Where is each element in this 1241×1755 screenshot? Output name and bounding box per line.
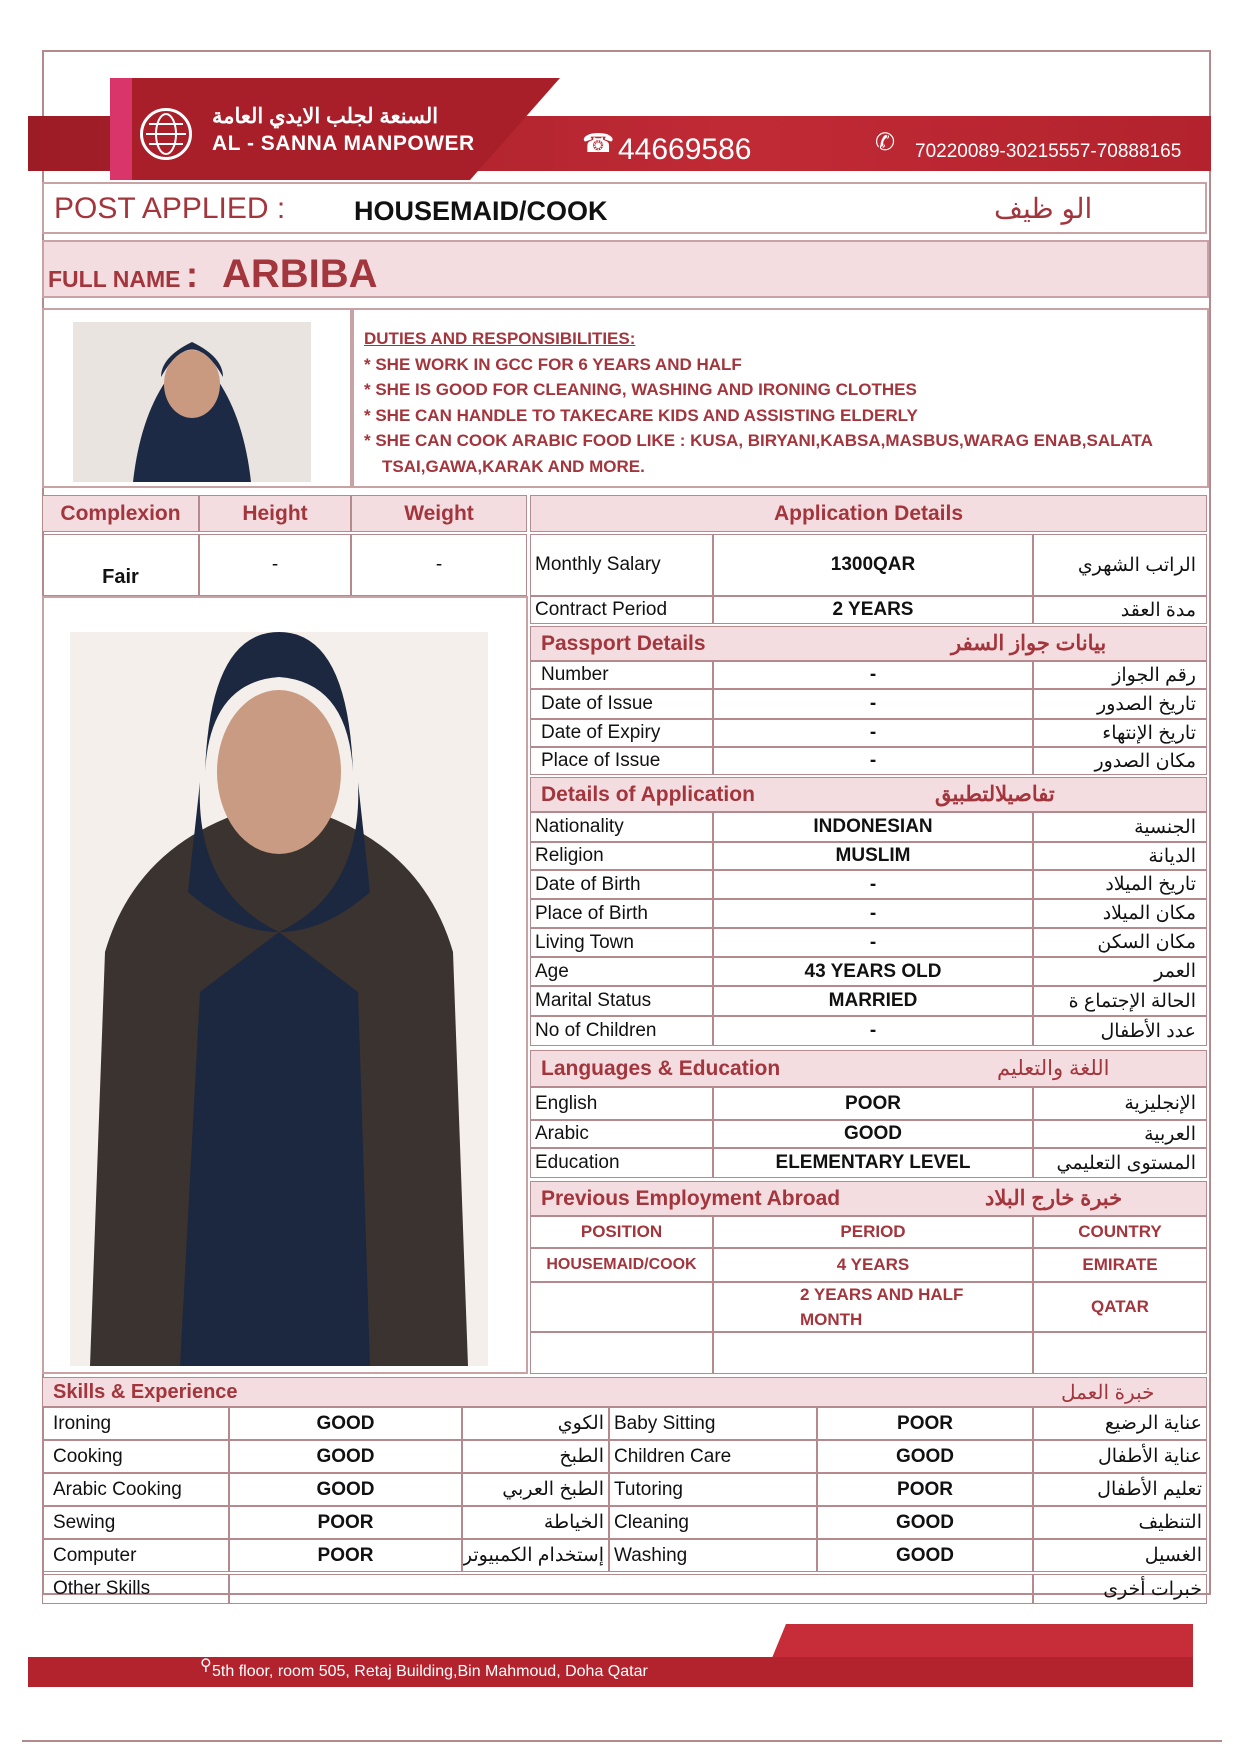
passport-details-header	[530, 626, 1207, 661]
passport-field-label: Place of Issue	[530, 747, 713, 775]
passport-field-arabic: تاريخ الإنتهاء	[1033, 719, 1207, 747]
skill-label: Children Care	[609, 1440, 817, 1473]
application-field-value: INDONESIAN	[713, 812, 1033, 842]
skill-arabic: الغسيل	[1033, 1539, 1207, 1572]
employment-empty-cell	[713, 1332, 1033, 1374]
language-field-arabic: المستوى التعليمي	[1033, 1148, 1207, 1178]
language-field-value: POOR	[713, 1087, 1033, 1120]
application-field-label: Marital Status	[530, 986, 713, 1016]
skill-arabic: الطبخ	[462, 1440, 609, 1473]
passport-field-arabic: رقم الجواز	[1033, 661, 1207, 689]
employment-country: EMIRATE	[1033, 1248, 1207, 1282]
full-name-label: FULL NAME	[48, 266, 181, 292]
application-field-label: Place of Birth	[530, 899, 713, 928]
skill-arabic: تعليم الأطفال	[1033, 1473, 1207, 1506]
skill-rating: GOOD	[817, 1440, 1033, 1473]
skill-label: Arabic Cooking	[42, 1473, 229, 1506]
telephone-icon: ☎	[582, 128, 615, 158]
skill-arabic: عناية الرضيع	[1033, 1407, 1207, 1440]
duties-title: DUTIES AND RESPONSIBILITIES:	[364, 329, 636, 348]
skill-arabic: إستخدام الكمبيوتر	[462, 1539, 609, 1572]
employment-period: 2 YEARS AND HALF MONTH	[713, 1282, 1033, 1332]
post-applied-value: HOUSEMAID/COOK	[354, 196, 608, 226]
employment-period: 4 YEARS	[713, 1248, 1033, 1282]
passport-field-label: Date of Expiry	[530, 719, 713, 747]
employment-period-header: PERIOD	[713, 1216, 1033, 1248]
duty-item: * SHE IS GOOD FOR CLEANING, WASHING AND IRONING CLOTHES	[364, 380, 917, 399]
passport-field-value: -	[713, 661, 1033, 689]
skill-rating: GOOD	[817, 1506, 1033, 1539]
application-field-arabic: مكان الميلاد	[1033, 899, 1207, 928]
passport-field-value: -	[713, 747, 1033, 775]
full-name-colon: :	[186, 254, 198, 295]
passport-field-value: -	[713, 689, 1033, 719]
applicant-thumbnail-photo	[73, 322, 311, 482]
skill-arabic: الكوي	[462, 1407, 609, 1440]
application-field-value: -	[713, 928, 1033, 957]
skill-label: Tutoring	[609, 1473, 817, 1506]
application-field-arabic: تاريخ الميلاد	[1033, 870, 1207, 899]
skill-rating: POOR	[229, 1539, 462, 1572]
weight-header: Weight	[351, 495, 527, 532]
skill-rating: GOOD	[229, 1440, 462, 1473]
previous-employment-title-arabic: خبرة خارج البلاد	[985, 1187, 1123, 1210]
applicant-full-photo	[70, 632, 488, 1366]
post-applied-label-arabic: الو ظيف	[994, 193, 1093, 224]
application-field-value: 43 YEARS OLD	[713, 957, 1033, 986]
contract-period-value: 2 YEARS	[713, 596, 1033, 624]
complexion-value: Fair	[42, 534, 199, 596]
languages-education-title: Languages & Education	[541, 1056, 781, 1080]
skills-experience-title: Skills & Experience	[53, 1380, 238, 1403]
monthly-salary-arabic: الراتب الشهري	[1033, 534, 1207, 596]
skill-arabic: التنظيف	[1033, 1506, 1207, 1539]
monthly-salary-label: Monthly Salary	[530, 534, 713, 596]
globe-logo-icon	[140, 108, 192, 160]
application-field-label: Age	[530, 957, 713, 986]
skill-arabic: الخياطة	[462, 1506, 609, 1539]
other-skills-value	[229, 1574, 1033, 1604]
language-field-arabic: الإنجليزية	[1033, 1087, 1207, 1120]
skill-arabic: الطبخ العربي	[462, 1473, 609, 1506]
application-field-arabic: الديانة	[1033, 842, 1207, 870]
company-name-arabic: السنعة لجلب الايدي العامة	[212, 105, 439, 128]
passport-field-value: -	[713, 719, 1033, 747]
passport-details-title: Passport Details	[541, 631, 706, 655]
skill-label: Baby Sitting	[609, 1407, 817, 1440]
skill-rating: GOOD	[229, 1473, 462, 1506]
skill-label: Ironing	[42, 1407, 229, 1440]
other-skills-arabic: خبرات أخرى	[1033, 1574, 1207, 1604]
full-name-row	[42, 240, 1209, 298]
previous-employment-title: Previous Employment Abroad	[541, 1186, 841, 1210]
application-field-label: Nationality	[530, 812, 713, 842]
skill-rating: POOR	[817, 1473, 1033, 1506]
skill-label: Washing	[609, 1539, 817, 1572]
height-header: Height	[199, 495, 351, 532]
company-name: AL - SANNA MANPOWER	[212, 132, 475, 155]
skill-label: Cooking	[42, 1440, 229, 1473]
location-pin-icon: ⚲	[200, 1657, 212, 1674]
language-field-label: Education	[530, 1148, 713, 1178]
application-field-arabic: عدد الأطفال	[1033, 1016, 1207, 1046]
skill-rating: POOR	[817, 1407, 1033, 1440]
application-field-arabic: مكان السكن	[1033, 928, 1207, 957]
header-accent-stripe	[110, 78, 132, 180]
application-field-value: -	[713, 899, 1033, 928]
passport-field-arabic: مكان الصدور	[1033, 747, 1207, 775]
previous-employment-header	[530, 1181, 1207, 1216]
skills-experience-header	[42, 1377, 1207, 1407]
duty-item: * SHE CAN HANDLE TO TAKECARE KIDS AND ASSISTING ELDERLY	[364, 405, 918, 425]
application-field-arabic: الحالة الإجتماع ة	[1033, 986, 1207, 1016]
language-field-arabic: العربية	[1033, 1120, 1207, 1148]
application-field-arabic: العمر	[1033, 957, 1207, 986]
application-field-label: Living Town	[530, 928, 713, 957]
other-skills-label: Other Skills	[42, 1574, 229, 1604]
skill-arabic: عناية الأطفال	[1033, 1440, 1207, 1473]
application-field-label: Religion	[530, 842, 713, 870]
height-value: -	[199, 534, 351, 596]
skill-rating: POOR	[229, 1506, 462, 1539]
language-field-value: ELEMENTARY LEVEL	[713, 1148, 1033, 1178]
language-field-label: Arabic	[530, 1120, 713, 1148]
languages-education-header	[530, 1050, 1207, 1087]
employment-country: QATAR	[1033, 1282, 1207, 1332]
language-field-label: English	[530, 1087, 713, 1120]
skill-label: Cleaning	[609, 1506, 817, 1539]
mobile-phone-icon: ✆	[875, 129, 896, 156]
phone-number: 44669586	[618, 133, 752, 166]
passport-details-title-arabic: بيانات جواز السفر	[951, 632, 1107, 655]
application-field-label: Date of Birth	[530, 870, 713, 899]
application-field-value: MARRIED	[713, 986, 1033, 1016]
employment-position-header: POSITION	[530, 1216, 713, 1248]
passport-field-label: Date of Issue	[530, 689, 713, 719]
duties-list	[364, 326, 1153, 479]
full-name-value: ARBIBA	[222, 252, 378, 296]
footer-address: 5th floor, room 505, Retaj Building,Bin Mahmoud, Doha Qatar	[212, 1663, 648, 1680]
language-field-value: GOOD	[713, 1120, 1033, 1148]
duty-item: * SHE CAN COOK ARABIC FOOD LIKE : KUSA, BIRYANI,KABSA,MASBUS,WARAG ENAB,SALATA	[364, 431, 1153, 450]
skill-rating: GOOD	[817, 1539, 1033, 1572]
skill-label: Computer	[42, 1539, 229, 1572]
passport-field-label: Number	[530, 661, 713, 689]
details-of-application-title: Details of Application	[541, 782, 755, 806]
weight-value: -	[351, 534, 527, 596]
bottom-divider	[22, 1740, 1222, 1742]
contract-period-label: Contract Period	[530, 596, 713, 624]
application-field-label: No of Children	[530, 1016, 713, 1046]
mobile-numbers: 70220089-30215557-70888165	[915, 141, 1182, 162]
post-applied-row	[42, 182, 1207, 234]
duty-item: TSAI,GAWA,KARAK AND MORE.	[382, 456, 645, 476]
skill-label: Sewing	[42, 1506, 229, 1539]
skills-experience-title-arabic: خبرة العمل	[1061, 1381, 1155, 1404]
post-applied-label: POST APPLIED :	[54, 192, 286, 225]
application-field-value: -	[713, 1016, 1033, 1046]
duty-item: * SHE WORK IN GCC FOR 6 YEARS AND HALF	[364, 354, 742, 374]
application-field-arabic: الجنسية	[1033, 812, 1207, 842]
details-of-application-title-arabic: تفاصيلالتطبيق	[935, 783, 1055, 806]
employment-country-header: COUNTRY	[1033, 1216, 1207, 1248]
contract-period-arabic: مدة العقد	[1033, 596, 1207, 624]
employment-empty-cell	[530, 1332, 713, 1374]
complexion-header: Complexion	[42, 495, 199, 532]
monthly-salary-value: 1300QAR	[713, 534, 1033, 596]
passport-field-arabic: تاريخ الصدور	[1033, 689, 1207, 719]
application-details-header: Application Details	[530, 495, 1207, 532]
application-field-value: MUSLIM	[713, 842, 1033, 870]
employment-position	[530, 1282, 713, 1332]
employment-empty-cell	[1033, 1332, 1207, 1374]
employment-position: HOUSEMAID/COOK	[530, 1248, 713, 1282]
skill-rating: GOOD	[229, 1407, 462, 1440]
details-of-application-header	[530, 777, 1207, 812]
languages-education-title-arabic: اللغة والتعليم	[997, 1057, 1110, 1080]
application-field-value: -	[713, 870, 1033, 899]
